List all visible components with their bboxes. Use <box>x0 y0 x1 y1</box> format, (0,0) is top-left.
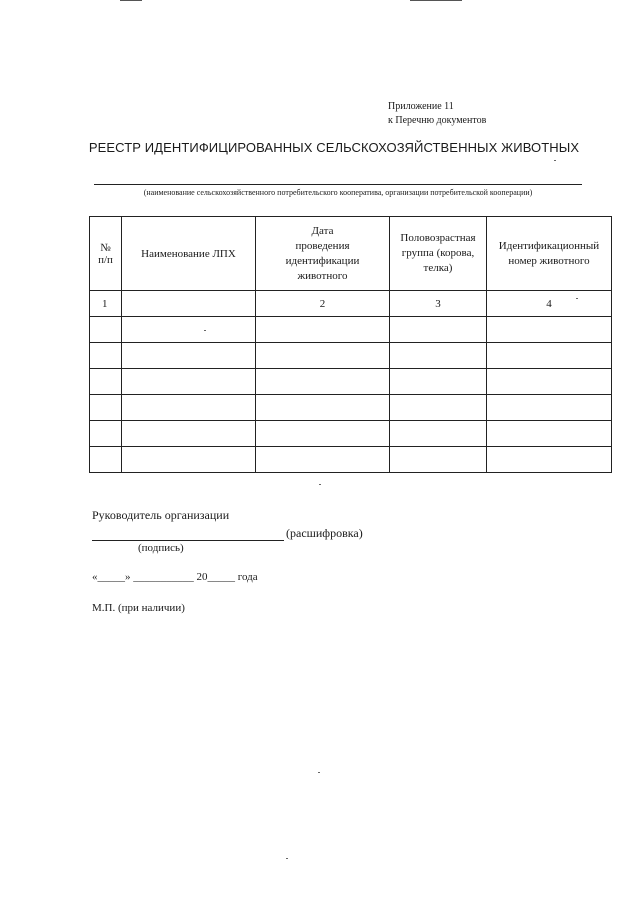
header-line: группа (корова, <box>401 247 475 259</box>
scan-speck <box>576 298 578 299</box>
table-cell[interactable] <box>90 395 122 421</box>
signature-decode-label: (расшифровка) <box>286 526 363 540</box>
date-line: «_____» ___________ 20_____ года <box>92 571 258 583</box>
column-index: 1 <box>90 291 122 317</box>
scan-speck <box>319 484 321 485</box>
table-row <box>90 447 612 473</box>
header-line: идентификации <box>285 254 360 267</box>
table-cell[interactable] <box>487 447 612 473</box>
header-line: Дата <box>311 224 334 237</box>
table-cell[interactable] <box>122 421 256 447</box>
scan-speck <box>554 160 556 161</box>
table-cell[interactable] <box>390 343 487 369</box>
document-title: РЕЕСТР ИДЕНТИФИЦИРОВАННЫХ СЕЛЬСКОХОЗЯЙСТВЕННЫХ ЖИВОТНЫХ <box>88 140 580 155</box>
table-cell[interactable] <box>487 421 612 447</box>
header-line: проведения <box>295 239 350 252</box>
header-line: номер животного <box>508 254 590 267</box>
table-row <box>90 369 612 395</box>
scan-speck <box>286 858 288 859</box>
scan-speck <box>318 772 320 773</box>
table-cell[interactable] <box>256 343 390 369</box>
table-cell[interactable] <box>90 343 122 369</box>
table-cell[interactable] <box>122 395 256 421</box>
header-line: п/п <box>98 253 113 266</box>
organization-name-line <box>94 184 582 185</box>
appendix-line-2: к Перечню документов <box>388 115 487 126</box>
table-cell[interactable] <box>122 447 256 473</box>
table-cell[interactable] <box>256 447 390 473</box>
signature-caption: (подпись) <box>138 542 184 554</box>
header-line: животного <box>297 269 348 282</box>
table-cell[interactable] <box>122 343 256 369</box>
header-line: Идентификационный <box>498 239 600 252</box>
table-cell[interactable] <box>390 369 487 395</box>
table-cell[interactable] <box>487 317 612 343</box>
header-line: телка) <box>423 262 453 274</box>
header-number <box>90 217 122 291</box>
column-index: 3 <box>390 291 487 317</box>
header-sex-age-group <box>390 217 487 291</box>
column-index: 4 <box>487 291 612 317</box>
table-cell[interactable] <box>256 421 390 447</box>
column-index-row <box>90 291 612 317</box>
signature-line <box>92 540 284 541</box>
table-cell[interactable] <box>390 447 487 473</box>
table-cell[interactable] <box>256 395 390 421</box>
table-cell[interactable] <box>390 395 487 421</box>
table-cell[interactable] <box>90 317 122 343</box>
table-cell[interactable] <box>122 369 256 395</box>
registry-table <box>89 216 612 473</box>
header-animal-id <box>487 217 612 291</box>
table-row <box>90 317 612 343</box>
table-cell[interactable] <box>390 317 487 343</box>
scan-speck <box>204 330 206 331</box>
header-lph-name <box>122 217 256 291</box>
table-cell[interactable] <box>90 369 122 395</box>
table-header-row <box>90 217 612 291</box>
table-cell[interactable] <box>487 343 612 369</box>
header-line: Половозрастная <box>400 232 476 244</box>
table-cell[interactable] <box>90 421 122 447</box>
organization-caption: (наименование сельскохозяйственного потребительского кооператива, организации потребительской кооперации) <box>143 188 533 197</box>
appendix-line-1: Приложение 11 <box>388 101 454 112</box>
table-cell[interactable] <box>90 447 122 473</box>
table-cell[interactable] <box>122 317 256 343</box>
column-index <box>122 291 256 317</box>
table-cell[interactable] <box>256 369 390 395</box>
table-row <box>90 395 612 421</box>
appendix-note <box>388 100 486 128</box>
table-row <box>90 421 612 447</box>
scan-mark <box>120 0 142 1</box>
table-cell[interactable] <box>256 317 390 343</box>
stamp-note: М.П. (при наличии) <box>92 602 185 614</box>
signature-role: Руководитель организации <box>92 508 230 522</box>
scan-mark <box>410 0 462 1</box>
header-identification-date <box>256 217 390 291</box>
header-line: № <box>100 241 111 254</box>
header-line: Наименование ЛПХ <box>141 247 236 260</box>
table-cell[interactable] <box>487 369 612 395</box>
table-cell[interactable] <box>487 395 612 421</box>
column-index: 2 <box>256 291 390 317</box>
table-row <box>90 343 612 369</box>
table-cell[interactable] <box>390 421 487 447</box>
